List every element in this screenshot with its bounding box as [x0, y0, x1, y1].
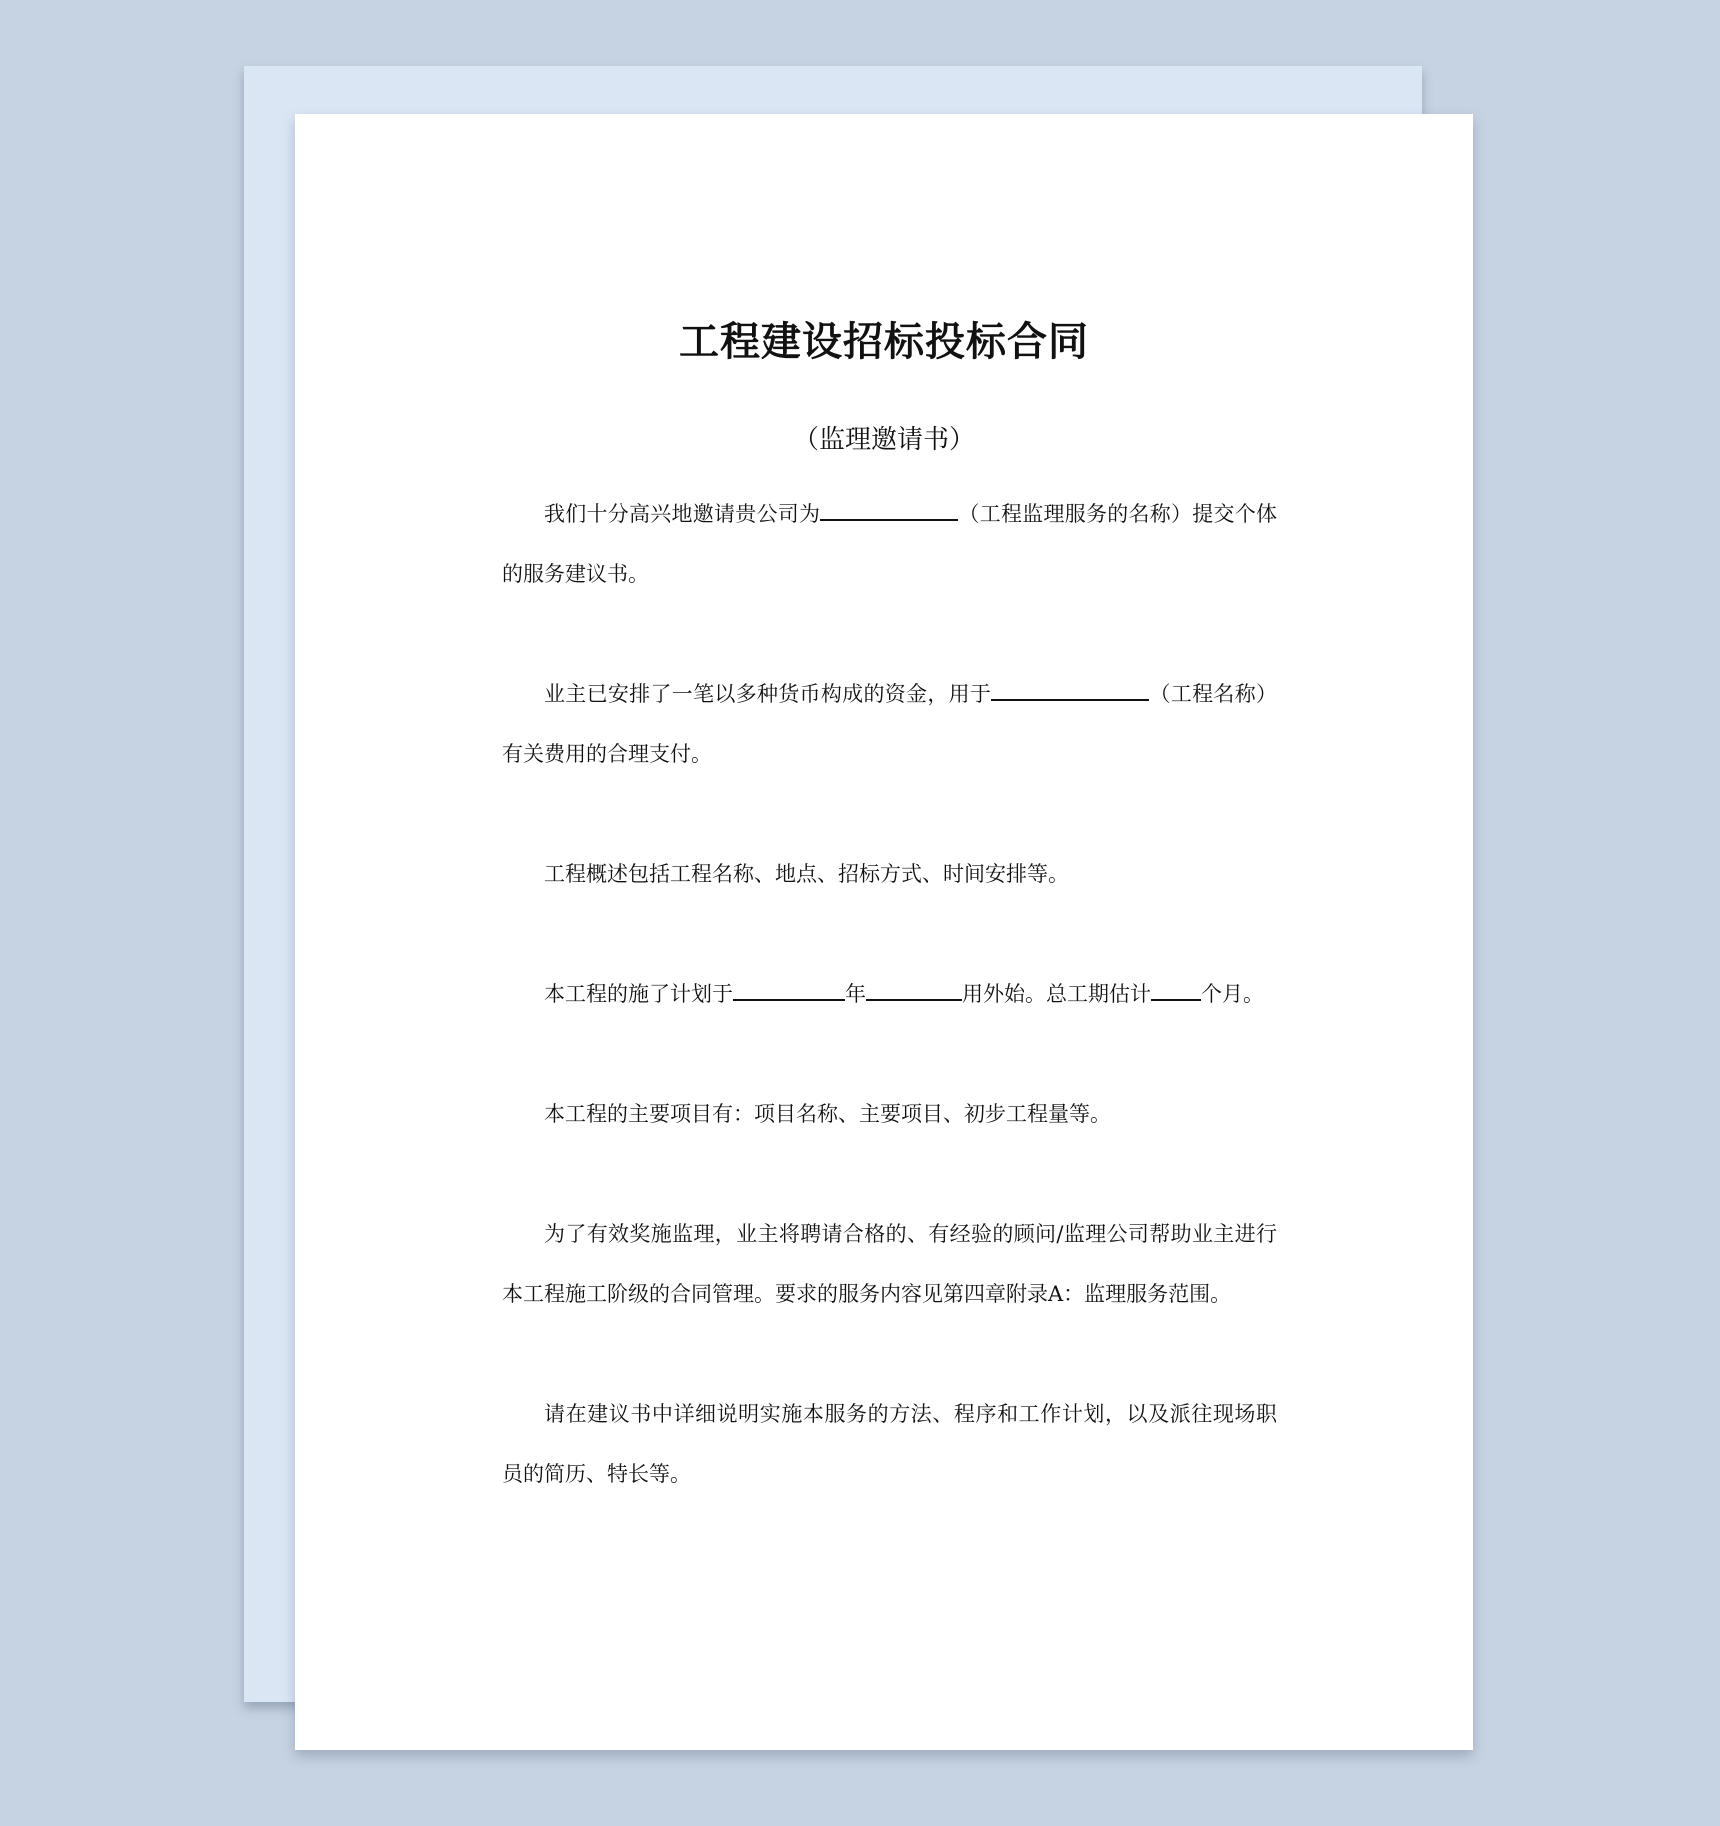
fill-in-blank [866, 979, 962, 1001]
paragraph-text: （工程名称）有关费用的合理支付。 [502, 682, 1278, 766]
paragraph-text: 业主已安排了一笔以多种货币构成的资金，用于 [544, 682, 992, 706]
document-body [502, 484, 1277, 1564]
paragraph-funding [502, 664, 1277, 784]
document-title: 工程建设招标投标合同 [679, 319, 1089, 365]
paragraph-supervision: 为了有效奖施监理，业主将聘请合格的、有经验的顾问/监理公司帮助业主进行本工程施工阶级的合同管理。要求的服务内容见第四章附录A：监理服务范围。 [502, 1222, 1277, 1306]
paragraph-overview: 工程概述包括工程名称、地点、招标方式、时间安排等。 [544, 862, 1069, 886]
document-page [295, 114, 1473, 1750]
paragraph-proposal: 请在建议书中详细说明实施本服务的方法、程序和工作计划，以及派往现场职员的简历、特长等。 [502, 1402, 1277, 1486]
paragraph-text: 我们十分高兴地邀请贵公司为 [544, 502, 821, 526]
paragraph-schedule [502, 964, 1277, 1024]
fill-in-blank [820, 499, 958, 521]
paragraph-text: 用外始。总工期估计 [962, 982, 1151, 1006]
paragraph-text: （工程监理服务的名称）提交个体的服务建议书。 [502, 502, 1277, 586]
fill-in-blank [733, 979, 845, 1001]
paragraph-text: 本工程的施了计划于 [544, 982, 733, 1006]
fill-in-blank [1151, 979, 1201, 1001]
paragraph-text: 年 [845, 982, 866, 1006]
fill-in-blank [991, 679, 1149, 701]
paragraph-invitation [502, 484, 1277, 604]
paragraph-text: 个月。 [1201, 982, 1264, 1006]
document-subtitle: （监理邀请书） [792, 425, 975, 455]
paragraph-main-items: 本工程的主要项目有：项目名称、主要项目、初步工程量等。 [544, 1102, 1111, 1126]
